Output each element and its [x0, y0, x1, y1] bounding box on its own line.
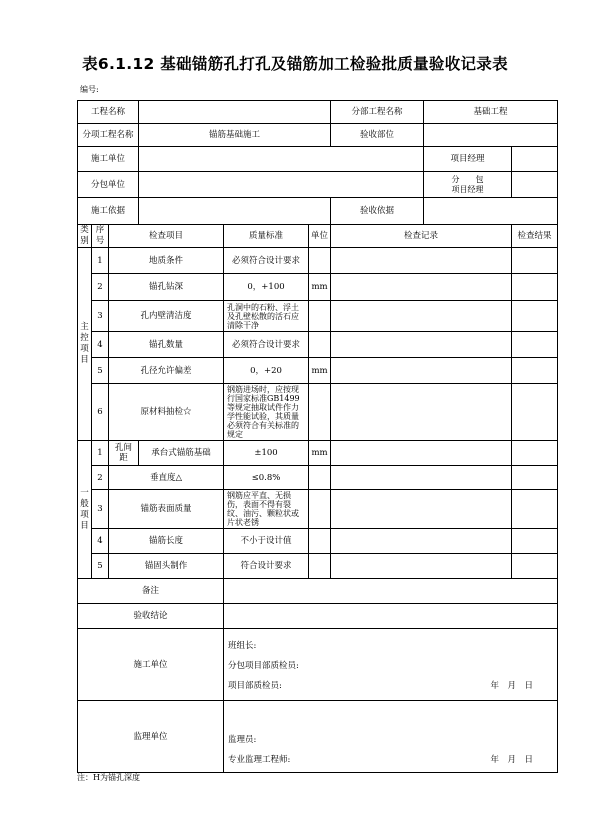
inspector-line [228, 681, 553, 695]
check-result[interactable] [512, 466, 558, 490]
check-record[interactable] [331, 384, 512, 441]
check-record[interactable] [331, 274, 512, 301]
quality-standard: 钢筋进场时，应按现行国家标准GB1499等规定抽取试件作力学性能试验，其质量必须符合有关标准的规定 [224, 384, 309, 441]
subitem-label: 分项工程名称 [78, 124, 139, 147]
general-category: 一般项目 [78, 441, 92, 579]
conclusion-field[interactable] [224, 604, 558, 629]
check-record[interactable] [331, 332, 512, 358]
construction-basis-field[interactable] [139, 198, 331, 225]
seq-number: 2 [92, 466, 109, 490]
check-record[interactable] [331, 441, 512, 466]
check-item: 锚筋表面质量 [109, 490, 224, 529]
supervision-sign-block[interactable] [224, 701, 558, 773]
check-result[interactable] [512, 332, 558, 358]
acceptance-part-label: 验收部位 [331, 124, 424, 147]
check-record[interactable] [331, 490, 512, 529]
conclusion-label: 验收结论 [78, 604, 224, 629]
unit [309, 466, 331, 490]
quality-standard: 不小于设计值 [224, 529, 309, 554]
check-item: 孔间距 [109, 441, 139, 466]
acceptance-part-field[interactable] [424, 124, 558, 147]
quality-standard: 符合设计要求 [224, 554, 309, 579]
check-item: 锚筋长度 [109, 529, 224, 554]
unit [309, 529, 331, 554]
construction-sign-date: 年 月 日 [490, 681, 534, 691]
check-result[interactable] [512, 384, 558, 441]
code-label: 编号: [80, 85, 99, 94]
seq-number: 6 [92, 384, 109, 441]
check-record[interactable] [331, 358, 512, 384]
unit [309, 248, 331, 274]
unit: mm [309, 358, 331, 384]
check-record[interactable] [331, 301, 512, 332]
check-record[interactable] [331, 248, 512, 274]
supervision-sign-date: 年 月 日 [490, 755, 534, 765]
unit: mm [309, 441, 331, 466]
quality-standard: 0，+20 [224, 358, 309, 384]
col-seq: 序号 [92, 225, 109, 248]
remarks-label: 备注 [78, 579, 224, 604]
construction-unit-field[interactable] [139, 147, 424, 172]
seq-number: 1 [92, 441, 109, 466]
unit: mm [309, 274, 331, 301]
unit [309, 384, 331, 441]
check-item: 锚固头制作 [109, 554, 224, 579]
inspector-label: 项目部质检员: [228, 681, 282, 691]
construction-sign-block[interactable] [224, 629, 558, 701]
seq-number: 1 [92, 248, 109, 274]
quality-standard: ±100 [224, 441, 309, 466]
seq-number: 4 [92, 332, 109, 358]
seq-number: 4 [92, 529, 109, 554]
construction-unit-label: 施工单位 [78, 147, 139, 172]
project-name-field[interactable] [139, 101, 331, 124]
col-result: 检查结果 [512, 225, 558, 248]
project-manager-field[interactable] [512, 147, 558, 172]
quality-standard: 孔洞中的石粉、浮土及孔壁松散的活石应清除干净 [224, 301, 309, 332]
subcontract-unit-field[interactable] [139, 172, 424, 198]
construction-basis-label: 施工依据 [78, 198, 139, 225]
acceptance-basis-label: 验收依据 [331, 198, 424, 225]
check-result[interactable] [512, 248, 558, 274]
supervisor-line: 监理员: [228, 735, 257, 745]
unit [309, 332, 331, 358]
seq-number: 3 [92, 301, 109, 332]
check-item: 锚孔数量 [109, 332, 224, 358]
team-leader-line: 班组长: [228, 641, 257, 651]
quality-standard: 必须符合设计要求 [224, 248, 309, 274]
sub-inspector-line: 分包项目部质检员: [228, 661, 299, 671]
col-standard: 质量标准 [224, 225, 309, 248]
main-category: 主控项目 [78, 248, 92, 441]
page-title: 表6.1.12 基础锚筋孔打孔及锚筋加工检验批质量验收记录表 [82, 55, 508, 73]
unit [309, 554, 331, 579]
seq-number: 5 [92, 358, 109, 384]
subcontract-manager-label-line1: 分 包 [451, 174, 484, 184]
project-manager-label: 项目经理 [424, 147, 512, 172]
check-result[interactable] [512, 490, 558, 529]
unit [309, 301, 331, 332]
check-item: 垂直度△ [109, 466, 224, 490]
check-item: 锚孔钻深 [109, 274, 224, 301]
subitem-field[interactable]: 锚筋基础施工 [139, 124, 331, 147]
subcontract-manager-label-line2: 项目经理 [451, 184, 484, 194]
engineer-line [228, 755, 553, 769]
engineer-label: 专业监理工程师: [228, 755, 291, 765]
check-record[interactable] [331, 554, 512, 579]
check-result[interactable] [512, 274, 558, 301]
col-item: 检查项目 [109, 225, 224, 248]
check-item: 孔径允许偏差 [109, 358, 224, 384]
subcontract-unit-label: 分包单位 [78, 172, 139, 198]
check-item: 孔内壁清洁度 [109, 301, 224, 332]
check-item: 地质条件 [109, 248, 224, 274]
remarks-field[interactable] [224, 579, 558, 604]
check-record[interactable] [331, 466, 512, 490]
check-record[interactable] [331, 529, 512, 554]
col-record: 检查记录 [331, 225, 512, 248]
seq-number: 3 [92, 490, 109, 529]
quality-standard: 必须符合设计要求 [224, 332, 309, 358]
division-field[interactable]: 基础工程 [424, 101, 558, 124]
quality-standard: 0，+100 [224, 274, 309, 301]
seq-number: 2 [92, 274, 109, 301]
check-item-sub: 承台式锚筋基础 [139, 441, 224, 466]
quality-standard: ≤0.8% [224, 466, 309, 490]
check-result[interactable] [512, 554, 558, 579]
check-result[interactable] [512, 529, 558, 554]
acceptance-basis-field[interactable] [424, 198, 558, 225]
seq-number: 5 [92, 554, 109, 579]
supervision-sign-label: 监理单位 [78, 701, 224, 773]
check-result[interactable] [512, 358, 558, 384]
unit [309, 490, 331, 529]
inspection-table [77, 100, 558, 773]
project-name-label: 工程名称 [78, 101, 139, 124]
construction-sign-label: 施工单位 [78, 629, 224, 701]
check-result[interactable] [512, 301, 558, 332]
check-result[interactable] [512, 441, 558, 466]
col-unit: 单位 [309, 225, 331, 248]
division-label: 分部工程名称 [331, 101, 424, 124]
check-item: 原材料抽检☆ [109, 384, 224, 441]
subcontract-manager-label [424, 172, 512, 198]
col-category: 类别 [78, 225, 92, 248]
subcontract-manager-field[interactable] [512, 172, 558, 198]
footnote: 注：H为锚孔深度 [77, 773, 140, 782]
quality-standard: 钢筋应平直、无损伤，表面不得有裂纹、油污、颗粒状或片状老锈 [224, 490, 309, 529]
